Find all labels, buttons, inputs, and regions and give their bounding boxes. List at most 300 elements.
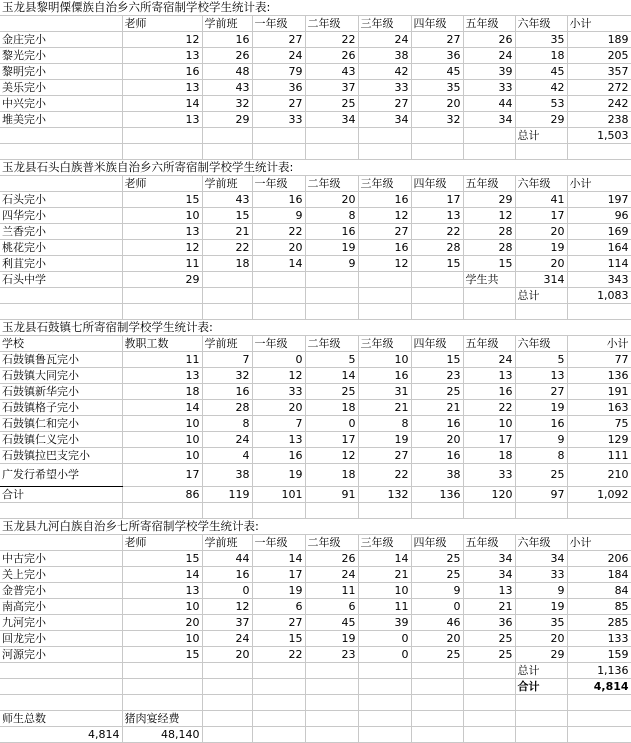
value-cell[interactable]: 25 bbox=[411, 551, 463, 567]
value-cell[interactable]: 16 bbox=[122, 64, 202, 80]
value-cell[interactable]: 210 bbox=[567, 464, 631, 487]
empty-cell[interactable] bbox=[305, 663, 358, 679]
column-header[interactable]: 一年级 bbox=[252, 336, 305, 352]
value-cell[interactable]: 0 bbox=[358, 647, 411, 663]
value-cell[interactable]: 0 bbox=[411, 599, 463, 615]
value-cell[interactable]: 16 bbox=[358, 368, 411, 384]
value-cell[interactable]: 22 bbox=[252, 224, 305, 240]
value-cell[interactable]: 242 bbox=[567, 96, 631, 112]
empty-cell[interactable] bbox=[411, 679, 463, 695]
column-header[interactable]: 五年级 bbox=[463, 535, 515, 551]
value-cell[interactable]: 35 bbox=[515, 615, 567, 631]
school-name[interactable]: 南高完小 bbox=[0, 599, 122, 615]
empty-cell[interactable] bbox=[202, 503, 252, 519]
value-cell[interactable]: 34 bbox=[463, 567, 515, 583]
value-cell[interactable]: 41 bbox=[515, 192, 567, 208]
column-header[interactable]: 四年级 bbox=[411, 16, 463, 32]
value-cell[interactable]: 27 bbox=[358, 96, 411, 112]
empty-cell[interactable] bbox=[515, 304, 567, 320]
column-header[interactable]: 五年级 bbox=[463, 16, 515, 32]
school-name[interactable]: 四华完小 bbox=[0, 208, 122, 224]
value-cell[interactable]: 48 bbox=[202, 64, 252, 80]
column-header[interactable]: 二年级 bbox=[305, 535, 358, 551]
value-cell[interactable]: 38 bbox=[411, 464, 463, 487]
value-cell[interactable]: 28 bbox=[411, 240, 463, 256]
value-cell[interactable]: 21 bbox=[358, 567, 411, 583]
value-cell[interactable]: 13 bbox=[411, 208, 463, 224]
empty-cell[interactable] bbox=[463, 288, 515, 304]
empty-cell[interactable] bbox=[515, 695, 567, 711]
value-cell[interactable]: 16 bbox=[202, 32, 252, 48]
value-cell[interactable]: 20 bbox=[252, 240, 305, 256]
value-cell[interactable]: 27 bbox=[358, 448, 411, 464]
value-cell[interactable]: 33 bbox=[463, 80, 515, 96]
value-cell[interactable]: 19 bbox=[305, 240, 358, 256]
empty-cell[interactable] bbox=[252, 503, 305, 519]
footer-value[interactable]: 4,814 bbox=[0, 727, 122, 743]
value-cell[interactable]: 9 bbox=[252, 208, 305, 224]
total-value[interactable]: 1,083 bbox=[567, 288, 631, 304]
empty-cell[interactable] bbox=[567, 695, 631, 711]
empty-cell[interactable] bbox=[0, 695, 122, 711]
empty-cell[interactable] bbox=[252, 695, 305, 711]
value-cell[interactable]: 133 bbox=[567, 631, 631, 647]
value-cell[interactable]: 26 bbox=[463, 32, 515, 48]
empty-cell[interactable] bbox=[567, 304, 631, 320]
value-cell[interactable]: 20 bbox=[515, 224, 567, 240]
column-header[interactable]: 一年级 bbox=[252, 176, 305, 192]
empty-cell[interactable] bbox=[567, 727, 631, 743]
value-cell[interactable]: 13 bbox=[122, 583, 202, 599]
column-header[interactable]: 五年级 bbox=[463, 336, 515, 352]
total-value[interactable]: 86 bbox=[122, 487, 202, 503]
empty-cell[interactable] bbox=[515, 727, 567, 743]
column-header[interactable]: 六年级 bbox=[515, 16, 567, 32]
value-cell[interactable]: 12 bbox=[252, 368, 305, 384]
value-cell[interactable]: 31 bbox=[358, 384, 411, 400]
total-label[interactable]: 总计 bbox=[515, 288, 567, 304]
column-header[interactable]: 小计 bbox=[567, 336, 631, 352]
value-cell[interactable]: 45 bbox=[515, 64, 567, 80]
value-cell[interactable]: 8 bbox=[358, 416, 411, 432]
value-cell[interactable]: 38 bbox=[358, 48, 411, 64]
empty-cell[interactable] bbox=[411, 711, 463, 727]
value-cell[interactable]: 10 bbox=[122, 448, 202, 464]
value-cell[interactable]: 15 bbox=[411, 352, 463, 368]
column-header[interactable]: 四年级 bbox=[411, 535, 463, 551]
empty-cell[interactable] bbox=[567, 711, 631, 727]
empty-cell[interactable] bbox=[567, 503, 631, 519]
school-name[interactable]: 石鼓镇格子完小 bbox=[0, 400, 122, 416]
value-cell[interactable]: 12 bbox=[358, 208, 411, 224]
value-cell[interactable]: 12 bbox=[122, 32, 202, 48]
value-cell[interactable]: 12 bbox=[202, 599, 252, 615]
empty-cell[interactable] bbox=[202, 711, 252, 727]
value-cell[interactable]: 16 bbox=[463, 384, 515, 400]
value-cell[interactable]: 20 bbox=[122, 615, 202, 631]
total-value[interactable]: 136 bbox=[411, 487, 463, 503]
value-cell[interactable]: 129 bbox=[567, 432, 631, 448]
value-cell[interactable]: 28 bbox=[463, 240, 515, 256]
value-cell[interactable]: 26 bbox=[305, 48, 358, 64]
value-cell[interactable]: 22 bbox=[202, 240, 252, 256]
value-cell[interactable]: 34 bbox=[463, 551, 515, 567]
school-name[interactable]: 桃花完小 bbox=[0, 240, 122, 256]
column-header[interactable]: 老师 bbox=[122, 16, 202, 32]
value-cell[interactable]: 25 bbox=[463, 631, 515, 647]
school-name[interactable]: 兰香完小 bbox=[0, 224, 122, 240]
value-cell[interactable]: 9 bbox=[411, 583, 463, 599]
value-cell[interactable]: 24 bbox=[305, 567, 358, 583]
value-cell[interactable]: 4 bbox=[202, 448, 252, 464]
value-cell[interactable]: 24 bbox=[252, 48, 305, 64]
value-cell[interactable]: 29 bbox=[122, 272, 202, 288]
value-cell[interactable]: 16 bbox=[411, 416, 463, 432]
value-cell[interactable]: 19 bbox=[515, 240, 567, 256]
value-cell[interactable]: 0 bbox=[305, 416, 358, 432]
value-cell[interactable]: 24 bbox=[463, 48, 515, 64]
value-cell[interactable]: 28 bbox=[463, 224, 515, 240]
value-cell[interactable]: 272 bbox=[567, 80, 631, 96]
empty-cell[interactable] bbox=[252, 304, 305, 320]
value-cell[interactable]: 20 bbox=[411, 96, 463, 112]
empty-cell[interactable] bbox=[515, 711, 567, 727]
value-cell[interactable]: 20 bbox=[515, 256, 567, 272]
value-cell[interactable]: 13 bbox=[122, 368, 202, 384]
value-cell[interactable]: 25 bbox=[411, 384, 463, 400]
school-name[interactable]: 回龙完小 bbox=[0, 631, 122, 647]
value-cell[interactable]: 27 bbox=[411, 32, 463, 48]
value-cell[interactable]: 37 bbox=[202, 615, 252, 631]
school-name[interactable]: 石鼓镇仁和完小 bbox=[0, 416, 122, 432]
section-title[interactable]: 玉龙县石头白族普米族自治乡六所寄宿制学校学生统计表: bbox=[0, 160, 631, 176]
column-header[interactable]: 二年级 bbox=[305, 16, 358, 32]
value-cell[interactable]: 25 bbox=[411, 647, 463, 663]
value-cell[interactable]: 9 bbox=[515, 583, 567, 599]
column-header[interactable]: 学前班 bbox=[202, 16, 252, 32]
value-cell[interactable]: 19 bbox=[252, 583, 305, 599]
value-cell[interactable]: 20 bbox=[411, 432, 463, 448]
column-header[interactable]: 学前班 bbox=[202, 336, 252, 352]
empty-cell[interactable] bbox=[411, 727, 463, 743]
value-cell[interactable]: 12 bbox=[122, 240, 202, 256]
value-cell[interactable]: 21 bbox=[411, 400, 463, 416]
value-cell[interactable]: 19 bbox=[305, 631, 358, 647]
value-cell[interactable]: 32 bbox=[202, 96, 252, 112]
column-header[interactable]: 老师 bbox=[122, 535, 202, 551]
school-name[interactable]: 石鼓镇仁义完小 bbox=[0, 432, 122, 448]
empty-cell[interactable] bbox=[252, 144, 305, 160]
value-cell[interactable]: 75 bbox=[567, 416, 631, 432]
empty-cell[interactable] bbox=[305, 144, 358, 160]
column-header[interactable]: 三年级 bbox=[358, 176, 411, 192]
empty-cell[interactable] bbox=[202, 304, 252, 320]
value-cell[interactable] bbox=[411, 272, 463, 288]
value-cell[interactable]: 36 bbox=[411, 48, 463, 64]
value-cell[interactable]: 13 bbox=[515, 368, 567, 384]
value-cell[interactable]: 13 bbox=[122, 112, 202, 128]
value-cell[interactable]: 28 bbox=[202, 400, 252, 416]
value-cell[interactable]: 169 bbox=[567, 224, 631, 240]
empty-cell[interactable] bbox=[122, 128, 202, 144]
value-cell[interactable]: 13 bbox=[463, 368, 515, 384]
total-value[interactable]: 119 bbox=[202, 487, 252, 503]
value-cell[interactable]: 17 bbox=[122, 464, 202, 487]
value-cell[interactable]: 22 bbox=[358, 464, 411, 487]
empty-cell[interactable] bbox=[358, 679, 411, 695]
empty-cell[interactable] bbox=[305, 679, 358, 695]
value-cell[interactable]: 10 bbox=[122, 208, 202, 224]
school-name[interactable]: 广发行希望小学 bbox=[0, 464, 122, 487]
value-cell[interactable]: 16 bbox=[358, 240, 411, 256]
value-cell[interactable]: 19 bbox=[515, 400, 567, 416]
empty-cell[interactable] bbox=[305, 304, 358, 320]
value-cell[interactable]: 206 bbox=[567, 551, 631, 567]
empty-cell[interactable] bbox=[463, 503, 515, 519]
column-header[interactable]: 四年级 bbox=[411, 336, 463, 352]
value-cell[interactable]: 205 bbox=[567, 48, 631, 64]
total-label[interactable]: 总计 bbox=[515, 128, 567, 144]
empty-cell[interactable] bbox=[122, 663, 202, 679]
value-cell[interactable]: 14 bbox=[122, 96, 202, 112]
value-cell[interactable]: 22 bbox=[411, 224, 463, 240]
value-cell[interactable]: 8 bbox=[202, 416, 252, 432]
value-cell[interactable] bbox=[252, 272, 305, 288]
value-cell[interactable]: 39 bbox=[358, 615, 411, 631]
value-cell[interactable]: 21 bbox=[463, 599, 515, 615]
value-cell[interactable]: 5 bbox=[515, 352, 567, 368]
empty-cell[interactable] bbox=[463, 711, 515, 727]
school-name[interactable]: 中兴完小 bbox=[0, 96, 122, 112]
empty-cell[interactable] bbox=[411, 128, 463, 144]
value-cell[interactable]: 22 bbox=[463, 400, 515, 416]
school-name[interactable]: 九河完小 bbox=[0, 615, 122, 631]
value-cell[interactable]: 164 bbox=[567, 240, 631, 256]
school-name[interactable]: 堆美完小 bbox=[0, 112, 122, 128]
value-cell[interactable]: 18 bbox=[515, 48, 567, 64]
section-title[interactable]: 玉龙县黎明傈僳族自治乡六所寄宿制学校学生统计表: bbox=[0, 0, 631, 16]
footer-value[interactable]: 48,140 bbox=[122, 727, 202, 743]
value-cell[interactable]: 36 bbox=[252, 80, 305, 96]
value-cell[interactable]: 184 bbox=[567, 567, 631, 583]
value-cell[interactable]: 10 bbox=[122, 432, 202, 448]
value-cell[interactable] bbox=[305, 272, 358, 288]
empty-cell[interactable] bbox=[0, 304, 122, 320]
grand-total-value[interactable]: 4,814 bbox=[567, 679, 631, 695]
school-name[interactable]: 石鼓镇大同完小 bbox=[0, 368, 122, 384]
value-cell[interactable]: 27 bbox=[358, 224, 411, 240]
empty-cell[interactable] bbox=[252, 663, 305, 679]
school-name[interactable]: 石鼓镇新华完小 bbox=[0, 384, 122, 400]
value-cell[interactable]: 15 bbox=[411, 256, 463, 272]
value-cell[interactable]: 11 bbox=[122, 352, 202, 368]
value-cell[interactable]: 163 bbox=[567, 400, 631, 416]
value-cell[interactable]: 85 bbox=[567, 599, 631, 615]
empty-cell[interactable] bbox=[411, 288, 463, 304]
school-name[interactable]: 关上完小 bbox=[0, 567, 122, 583]
empty-cell[interactable] bbox=[358, 144, 411, 160]
value-cell[interactable]: 27 bbox=[252, 96, 305, 112]
value-cell[interactable]: 0 bbox=[358, 631, 411, 647]
value-cell[interactable]: 159 bbox=[567, 647, 631, 663]
empty-cell[interactable] bbox=[411, 663, 463, 679]
empty-cell[interactable] bbox=[122, 288, 202, 304]
total-value[interactable]: 132 bbox=[358, 487, 411, 503]
empty-cell[interactable] bbox=[358, 695, 411, 711]
value-cell[interactable]: 38 bbox=[202, 464, 252, 487]
value-cell[interactable]: 17 bbox=[252, 567, 305, 583]
value-cell[interactable]: 33 bbox=[515, 567, 567, 583]
empty-cell[interactable] bbox=[122, 679, 202, 695]
column-header[interactable]: 老师 bbox=[122, 176, 202, 192]
value-cell[interactable]: 27 bbox=[515, 384, 567, 400]
value-cell[interactable]: 16 bbox=[411, 448, 463, 464]
value-cell[interactable]: 34 bbox=[515, 551, 567, 567]
empty-cell[interactable] bbox=[515, 503, 567, 519]
value-cell[interactable]: 25 bbox=[515, 464, 567, 487]
value-cell[interactable]: 5 bbox=[305, 352, 358, 368]
value-cell[interactable]: 7 bbox=[202, 352, 252, 368]
value-cell[interactable]: 25 bbox=[411, 567, 463, 583]
value-cell[interactable]: 14 bbox=[252, 256, 305, 272]
school-name[interactable]: 石头中学 bbox=[0, 272, 122, 288]
value-cell[interactable]: 34 bbox=[305, 112, 358, 128]
value-cell[interactable]: 17 bbox=[305, 432, 358, 448]
value-cell[interactable]: 16 bbox=[252, 192, 305, 208]
school-name[interactable]: 石头完小 bbox=[0, 192, 122, 208]
value-cell[interactable]: 44 bbox=[463, 96, 515, 112]
footer-label[interactable]: 师生总数 bbox=[0, 711, 122, 727]
value-cell[interactable]: 32 bbox=[411, 112, 463, 128]
column-header[interactable]: 学前班 bbox=[202, 176, 252, 192]
empty-cell[interactable] bbox=[515, 144, 567, 160]
column-header[interactable]: 六年级 bbox=[515, 176, 567, 192]
value-cell[interactable]: 17 bbox=[515, 208, 567, 224]
column-header[interactable]: 三年级 bbox=[358, 336, 411, 352]
value-cell[interactable]: 26 bbox=[305, 551, 358, 567]
value-cell[interactable]: 23 bbox=[411, 368, 463, 384]
value-cell[interactable]: 33 bbox=[358, 80, 411, 96]
column-header[interactable]: 六年级 bbox=[515, 535, 567, 551]
value-cell[interactable]: 29 bbox=[463, 192, 515, 208]
value-cell[interactable]: 20 bbox=[252, 400, 305, 416]
value-cell[interactable]: 23 bbox=[305, 647, 358, 663]
value-cell[interactable]: 19 bbox=[358, 432, 411, 448]
column-header[interactable]: 学校 bbox=[0, 336, 122, 352]
value-cell[interactable]: 343 bbox=[567, 272, 631, 288]
value-cell[interactable]: 27 bbox=[252, 32, 305, 48]
value-cell[interactable]: 24 bbox=[463, 352, 515, 368]
value-cell[interactable]: 18 bbox=[122, 384, 202, 400]
column-header[interactable]: 三年级 bbox=[358, 535, 411, 551]
column-header[interactable]: 小计 bbox=[567, 535, 631, 551]
empty-cell[interactable] bbox=[358, 711, 411, 727]
value-cell[interactable]: 14 bbox=[305, 368, 358, 384]
value-cell[interactable]: 19 bbox=[252, 464, 305, 487]
school-name[interactable]: 美乐完小 bbox=[0, 80, 122, 96]
value-cell[interactable]: 29 bbox=[202, 112, 252, 128]
value-cell[interactable] bbox=[358, 272, 411, 288]
value-cell[interactable]: 25 bbox=[463, 647, 515, 663]
value-cell[interactable]: 9 bbox=[305, 256, 358, 272]
school-name[interactable]: 金庄完小 bbox=[0, 32, 122, 48]
empty-cell[interactable] bbox=[0, 679, 122, 695]
value-cell[interactable]: 12 bbox=[463, 208, 515, 224]
value-cell[interactable]: 79 bbox=[252, 64, 305, 80]
value-cell[interactable]: 39 bbox=[463, 64, 515, 80]
footer-label[interactable]: 猪肉宴经费 bbox=[122, 711, 202, 727]
empty-cell[interactable] bbox=[0, 144, 122, 160]
empty-cell[interactable] bbox=[358, 288, 411, 304]
value-cell[interactable]: 18 bbox=[305, 400, 358, 416]
empty-cell[interactable] bbox=[411, 144, 463, 160]
column-header[interactable]: 五年级 bbox=[463, 176, 515, 192]
column-header[interactable]: 三年级 bbox=[358, 16, 411, 32]
school-name[interactable]: 中古完小 bbox=[0, 551, 122, 567]
value-cell[interactable]: 35 bbox=[515, 32, 567, 48]
section-title[interactable]: 玉龙县九河白族自治乡七所寄宿制学校学生统计表: bbox=[0, 519, 631, 535]
empty-cell[interactable] bbox=[305, 503, 358, 519]
value-cell[interactable]: 6 bbox=[252, 599, 305, 615]
school-name[interactable]: 石鼓镇拉巴支完小 bbox=[0, 448, 122, 464]
value-cell[interactable]: 238 bbox=[567, 112, 631, 128]
value-cell[interactable]: 15 bbox=[122, 192, 202, 208]
value-cell[interactable]: 53 bbox=[515, 96, 567, 112]
value-cell[interactable]: 11 bbox=[305, 583, 358, 599]
value-cell[interactable]: 46 bbox=[411, 615, 463, 631]
total-value[interactable]: 120 bbox=[463, 487, 515, 503]
empty-cell[interactable] bbox=[305, 711, 358, 727]
value-cell[interactable]: 14 bbox=[122, 567, 202, 583]
value-cell[interactable]: 189 bbox=[567, 32, 631, 48]
empty-cell[interactable] bbox=[305, 695, 358, 711]
section-title[interactable]: 玉龙县石鼓镇七所寄宿制学校学生统计表: bbox=[0, 320, 631, 336]
total-value[interactable]: 91 bbox=[305, 487, 358, 503]
empty-cell[interactable] bbox=[122, 503, 202, 519]
total-value[interactable]: 101 bbox=[252, 487, 305, 503]
empty-cell[interactable] bbox=[252, 128, 305, 144]
value-cell[interactable]: 34 bbox=[463, 112, 515, 128]
value-cell[interactable]: 10 bbox=[358, 352, 411, 368]
value-cell[interactable]: 77 bbox=[567, 352, 631, 368]
column-header[interactable]: 二年级 bbox=[305, 336, 358, 352]
value-cell[interactable]: 13 bbox=[252, 432, 305, 448]
value-cell[interactable]: 15 bbox=[463, 256, 515, 272]
total-value[interactable]: 1,136 bbox=[567, 663, 631, 679]
value-cell[interactable]: 15 bbox=[122, 551, 202, 567]
column-header[interactable]: 学前班 bbox=[202, 535, 252, 551]
value-cell[interactable]: 18 bbox=[202, 256, 252, 272]
value-cell[interactable]: 21 bbox=[202, 224, 252, 240]
value-cell[interactable]: 16 bbox=[202, 567, 252, 583]
school-name[interactable]: 石鼓镇鲁瓦完小 bbox=[0, 352, 122, 368]
value-cell[interactable]: 43 bbox=[202, 192, 252, 208]
value-cell[interactable]: 16 bbox=[358, 192, 411, 208]
value-cell[interactable]: 6 bbox=[305, 599, 358, 615]
school-name[interactable]: 黎明完小 bbox=[0, 64, 122, 80]
empty-cell[interactable] bbox=[202, 663, 252, 679]
value-cell[interactable]: 15 bbox=[202, 208, 252, 224]
value-cell[interactable]: 0 bbox=[202, 583, 252, 599]
value-cell[interactable]: 37 bbox=[305, 80, 358, 96]
total-label[interactable]: 总计 bbox=[515, 663, 567, 679]
empty-cell[interactable] bbox=[202, 727, 252, 743]
value-cell[interactable]: 16 bbox=[202, 384, 252, 400]
value-cell[interactable]: 114 bbox=[567, 256, 631, 272]
value-cell[interactable]: 14 bbox=[358, 551, 411, 567]
value-cell[interactable]: 10 bbox=[358, 583, 411, 599]
empty-cell[interactable] bbox=[358, 128, 411, 144]
